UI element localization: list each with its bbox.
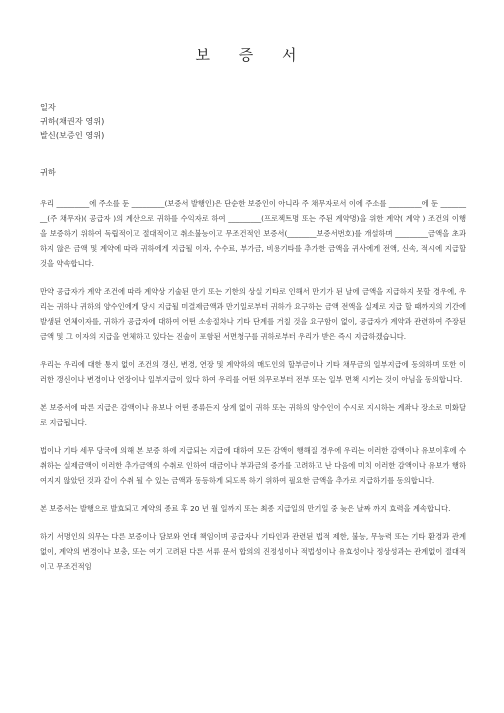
obligee-label: 귀하(채권자 영위) [40, 116, 105, 126]
date-label: 일자 [40, 102, 56, 112]
document-body [40, 196, 466, 587]
salutation: 귀하 [40, 167, 56, 177]
paragraph-7: 하기 서명인의 의무는 다른 보증이나 담보와 연대 책임이며 공급자나 기타인과 관련된 법적 제한, 불능, 무능력 또는 기타 환경과 관계없이, 계약의 변경이나 보충, 또는 여기 고려된 다른 서류 문서 합의의 진정성이나 적법성이나 유효성이나 정상성과는 관계없이 절대적이고 무조건적임 [40, 532, 466, 571]
paragraph-2: 만약 공급자가 계약 조건에 따라 계약상 기술된 만기 또는 기한의 상실 기타로 인해서 만기가 된 날에 금액을 지급하지 못할 경우에, 우리는 귀하나 귀하의 양수인에게 당시 지급될 미결제금액과 만기일로부터 귀하가 요구하는 금액 전액을 실제로 지급 할 때까지의 기간에 발생된 연체이자를, 귀하가 공급자에 대하여 어떤 소송절차나 기타 단계를 거칠 것을 요구함이 없이, 공급자가 계약과 관련하여 주장된 금액 및 그 이자의 지급을 연체하고 있다는 진술이 포함된 서면청구를 귀하로부터 우리가 받은 즉시 지급하겠습니다. [40, 287, 466, 341]
paragraph-6: 본 보증서는 발행으로 발효되고 계약의 종료 후 20 년 월 일까지 또는 최종 지급일의 만기일 중 늦은 날짜 까지 효력을 계속합니다. [40, 504, 451, 513]
paragraph-1: 우리 _________에 주소를 둔 _________(보증서 발행인)은 단순한 보증인이 아니라 주 채무자로서 이에 주소를 _________에 둔 _________(주 채무자)( 공급자 )의 계산으로 귀하를 수익자로 하여 _________(프로젝트명 또는 주된 계약명)을 위한 계약( 계약 ) 조건의 이행을 보증하기 위하여 독립적이고 절대적이고 취소불능이고 무조건적인 보증서(________보증서번호)를 개설하며 _________금액을 초과하지 않은 금액 및 계약에 따라 귀하에게 지급될 이자, 수수료, 부가금, 비용기타를 추가한 금액을 귀사에게 전액, 신속, 적시에 지급할 것을 약속합니다. [40, 199, 466, 268]
paragraph-5: 법이나 기타 세무 당국에 의해 본 보증 하에 지급되는 지급에 대하여 모든 감액이 행해질 경우에 우리는 이러한 감액이나 유보이후에 수취하는 실제금액이 이러한 추가금액의 수취로 인하여 대금이나 부과금의 증가를 고려하고 난 다음에 미치 이러한 감액이나 유보가 행하여지지 않았던 것과 같이 수취 될 수 있는 금액과 동등하게 되도록 하기 위하여 필요한 금액을 추가로 지급하기를 동의합니다. [40, 446, 466, 485]
guarantor-label: 발신(보증인 영위) [40, 130, 105, 140]
paragraph-4: 본 보증서에 따른 지급은 감액이나 유보나 어떤 종류든지 상계 없이 귀하 또는 귀하의 양수인이 수시로 지시하는 계좌나 장소로 미화달로 지급됩니다. [40, 403, 466, 427]
header-block [40, 100, 104, 142]
paragraph-3: 우리는 우리에 대한 통지 없이 조건의 갱신, 변경, 연장 및 계약하의 매도인의 할부금이나 기타 채무금의 일부지급에 동의하며 또한 이러한 갱신이나 변경이나 연장이나 일부지급이 있다 하여 우리를 어떤 의무로부터 전부 또는 일부 면책 시키는 것이 아님을 동의합니다. [40, 360, 466, 384]
document-title: 보 증 서 [195, 46, 309, 64]
